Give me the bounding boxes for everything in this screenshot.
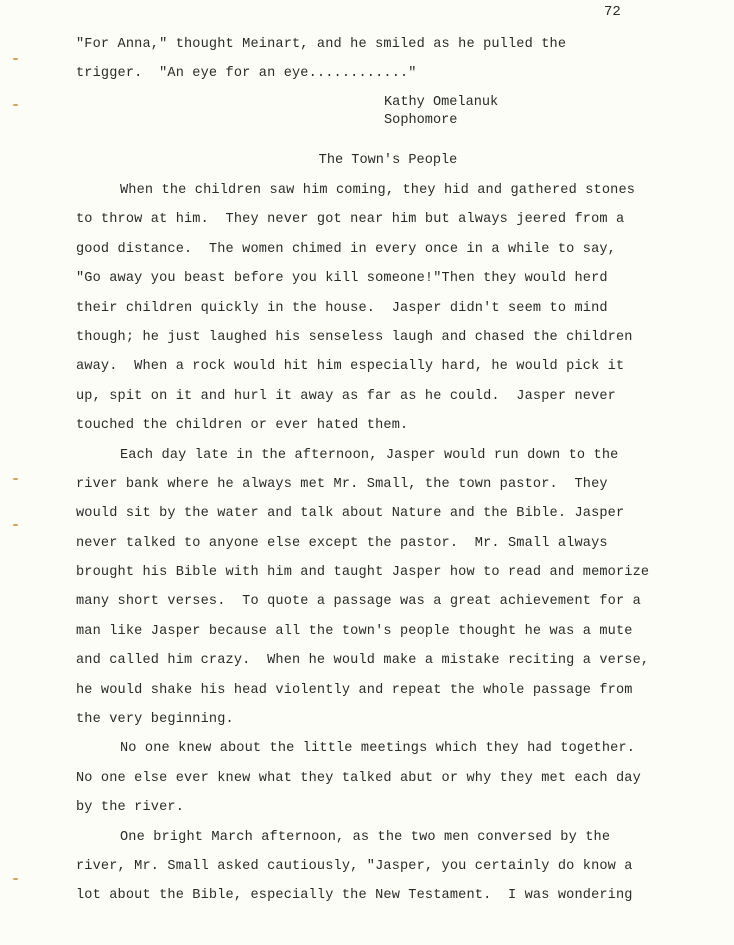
text-line: lot about the Bible, especially the New Testament. I was wondering	[76, 888, 633, 904]
author-name: Kathy Omelanuk	[384, 95, 499, 110]
author-signature	[384, 94, 498, 130]
intro-paragraph	[76, 30, 676, 89]
text-line: "For Anna," thought Meinart, and he smiled as he pulled the	[76, 37, 567, 52]
margin-mark	[13, 58, 18, 60]
text-line: trigger. "An eye for an eye............"	[76, 66, 417, 82]
text-line: "Go away you beast before you kill someone!"Then they would herd	[76, 271, 608, 287]
text-line: river, Mr. Small asked cautiously, "Jasper, you certainly do know a	[76, 858, 633, 874]
text-line: brought his Bible with him and taught Jasper how to read and memorize	[76, 565, 650, 581]
story-body	[76, 176, 676, 911]
margin-mark	[13, 524, 18, 526]
page-number: 72	[604, 4, 621, 20]
text-line: the very beginning.	[76, 712, 234, 728]
margin-mark	[13, 878, 18, 880]
text-line: good distance. The women chimed in every once in a while to say,	[76, 241, 616, 257]
text-line: man like Jasper because all the town's people thought he was a mute	[76, 623, 633, 639]
text-line: by the river.	[76, 800, 184, 816]
text-line: away. When a rock would hit him especially hard, he would pick it	[76, 359, 625, 375]
text-line: many short verses. To quote a passage was a great achievement for a	[76, 594, 641, 610]
text-line: would sit by the water and talk about Nature and the Bible. Jasper	[76, 506, 625, 522]
margin-mark	[13, 478, 18, 480]
text-line: touched the children or ever hated them.	[76, 418, 409, 434]
text-line: One bright March afternoon, as the two men conversed by the	[120, 829, 611, 845]
author-role: Sophomore	[384, 113, 458, 128]
story-title: The Town's People	[318, 153, 458, 168]
text-line: river bank where he always met Mr. Small, the town pastor. They	[76, 476, 608, 492]
text-line: their children quickly in the house. Jasper didn't seem to mind	[76, 300, 608, 316]
text-line: he would shake his head violently and repeat the whole passage from	[76, 682, 633, 698]
text-line: When the children saw him coming, they hid and gathered stones	[120, 183, 636, 198]
text-line: though; he just laughed his senseless laugh and chased the children	[76, 329, 633, 345]
text-line: to throw at him. They never got near him but always jeered from a	[76, 212, 625, 228]
text-line: No one knew about the little meetings which they had together.	[120, 741, 636, 757]
text-line: Each day late in the afternoon, Jasper would run down to the	[120, 447, 619, 463]
text-line: and called him crazy. When he would make a mistake reciting a verse,	[76, 653, 650, 669]
text-line: up, spit on it and hurl it away as far as he could. Jasper never	[76, 388, 616, 404]
margin-mark	[13, 104, 18, 106]
text-line: No one else ever knew what they talked abut or why they met each day	[76, 770, 641, 786]
text-line: never talked to anyone else except the pastor. Mr. Small always	[76, 535, 608, 551]
